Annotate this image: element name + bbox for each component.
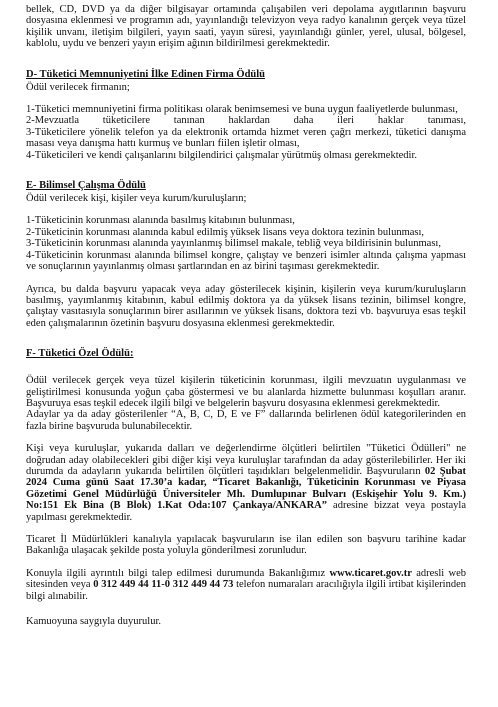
section-f-paragraph-1: Ödül verilecek gerçek veya tüzel kişilerin tüketicinin korunması, ilgili mevzuatın uygulanması ve geliştirilmesi konusunda yoğun çaba göstermesi ve bu alanlarda hizmette bulunması koşulları aranır. Başvuruya esas teşkil edecek ilgili bilgi ve belgelerin başvuru dosyasına eklenmesi gerekmektedir. bbox=[26, 375, 466, 409]
section-e-note: Ayrıca, bu dalda başvuru yapacak veya aday gösterilecek kişinin, kişilerin veya kurum/kuruluşların basılmış, yayımlanmış kitabının, kabul edilmiş doktora ya da yüksek lisans tezinin, bilimsel kongre, çalıştay vasıtasıyla sonuçlarının birer asıllarının ve yüksek lisans, doktora tezi vb. başvuruya esas teşkil eden çalışmalarının özetinin başvuru dosyasına eklenmesi gerekmektedir. bbox=[26, 283, 466, 329]
closing-line: Kamuoyuna saygıyla duyurulur. bbox=[26, 616, 162, 628]
section-f-paragraph-2: Adaylar ya da aday gösterilenler “A, B, C, D, E ve F” dallarında belirlenen ödül kategorilerinden en fazla birine başvuruda bulunabilecektir. bbox=[26, 409, 466, 432]
section-f-p5-middle: adresli web sitesinden veya bbox=[26, 567, 467, 591]
section-e-item-4: 4-Tüketicinin korunması alanında bilimsel kongre, çalıştay ve benzeri isimler altında çalışma yapması ve sonuçlarının yayınlanmış olması şartlarından en az birini taşıması gerekmektedir. bbox=[26, 249, 466, 273]
document-page bbox=[26, 4, 466, 627]
section-f-p5-prefix: Konuyla ilgili ayrıntılı bilgi talep edilmesi durumunda Bakanlığımız bbox=[26, 567, 326, 579]
section-e-item-1: 1-Tüketicinin korunması alanında basılmış kitabının bulunması, bbox=[26, 215, 295, 227]
section-e-heading: E- Bilimsel Çalışma Ödülü bbox=[26, 180, 146, 192]
section-d-item-2: 2-Mevzuatla tüketicilere tanınan haklardan daha ileri haklar tanıması, bbox=[26, 115, 466, 127]
section-e-item-3: 3-Tüketicinin korunması alanında yayınlanmış bilimsel makale, tebliğ veya bildirisinin bulunması, bbox=[26, 238, 441, 250]
section-e bbox=[26, 175, 466, 329]
section-d-item-3: 3-Tüketicilere yönelik telefon ya da elektronik ortamda hizmet veren çağrı merkezi, tüketici danışma masası veya danışma hattı kurmuş ve bunları fiilen işletir olması, bbox=[26, 126, 466, 150]
section-d-item-1: 1-Tüketici memnuniyetini firma politikası olarak benimsemesi ve buna uygun faaliyetlerde bulunması, bbox=[26, 104, 458, 116]
section-f-p3-address: 02 Şubat 2024 Cuma günü Saat 17.30’a kadar, “Ticaret Bakanlığı, Tüketicinin Korunması ve Piyasa Gözetimi Genel Müdürlüğü Üniversiteler Mh. Dumlupınar Bulvarı (Eskişehir Yolu 9. Km.) No:151 Ek Bina (B Blok) 1.Kat Oda:107 Çankaya/ANKARA” bbox=[26, 465, 466, 512]
section-e-subheading: Ödül verilecek kişi, kişiler veya kurum/kuruluşların; bbox=[26, 193, 247, 205]
section-f-paragraph-4: Ticaret İl Müdürlükleri kanalıyla yapılacak başvuruların ise ilan edilen son başvuru tarihine kadar Bakanlığa ulaşacak şekilde posta yoluyla gönderilmesi zorunludur. bbox=[26, 534, 466, 557]
section-f-paragraph-5 bbox=[26, 568, 466, 602]
section-d-item-4: 4-Tüketicileri ve kendi çalışanlarını bilgilendirici çalışmalar yürütmüş olması gerekmektedir. bbox=[26, 149, 418, 161]
phone-numbers: 0 312 449 44 11-0 312 449 44 73 bbox=[93, 579, 234, 591]
section-d bbox=[26, 64, 466, 161]
section-f-heading: F- Tüketici Özel Ödülü: bbox=[26, 348, 134, 360]
section-f-p3-text: Kişi veya kuruluşlar, yukarıda dalları ve değerlendirme ölçütleri belirtilen "Tüketici Ödülleri" ne doğrudan aday olabilecekleri gibi diğer kişi veya kuruluşlar tarafından da aday gösterilebilirler. Her iki durumda da adayların yukarıda belirtilen ölçütleri taşıdıkları belgelenmelidir. bbox=[26, 443, 466, 477]
section-f-p3-suffix: adresine bizzat veya postayla yapılması gerekmektedir. bbox=[26, 500, 467, 523]
section-f-paragraph-3 bbox=[26, 443, 466, 523]
section-d-subheading: Ödül verilecek firmanın; bbox=[26, 81, 130, 93]
intro-paragraph: bellek, CD, DVD ya da diğer bilgisayar ortamında çalışabilen veri depolama aygıtlarının başvuru dosyasına eklenmesi ve programın adı, yayınlandığı televizyon veya radyo kanalının gerçek veya tüzel kişilik unvanı, iletişim bilgileri, yayın saati, yayın süresi, yayınlandığı günler, yerel, ulusal, bölgesel, kablolu, uydu ve benzeri yayın erişim ağının bildirilmesi gerekmektedir. bbox=[26, 4, 466, 50]
section-e-item-2: 2-Tüketicinin korunması alanında kabul edilmiş yüksek lisans veya doktora tezinin bulunması, bbox=[26, 226, 425, 238]
section-f-p3-prefix: Başvuruların bbox=[366, 465, 421, 477]
section-d-heading: D- Tüketici Memnuniyetini İlke Edinen Firma Ödülü bbox=[26, 68, 266, 80]
website-link[interactable]: www.ticaret.gov.tr bbox=[329, 567, 412, 579]
section-f bbox=[26, 343, 466, 627]
section-f-p5-suffix: telefon numaraları aracılığıyla ilgili irtibat kişilerinden bilgi alınabilir. bbox=[26, 579, 466, 602]
